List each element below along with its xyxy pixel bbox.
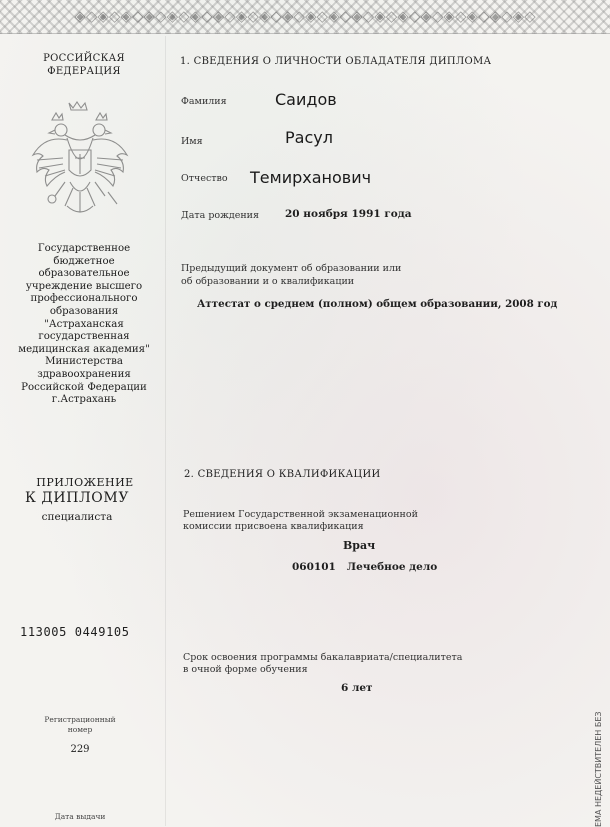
section1-title: 1. СВЕДЕНИЯ О ЛИЧНОСТИ ОБЛАДАТЕЛЯ ДИПЛОМА: [180, 56, 492, 67]
issuing-organization: Государственное бюджетное образовательное учреждение высшего профессионального образования "Астраханская государственная медицинская академия" Министерства здравоохранения Российской Федерации г.Астрахань: [18, 243, 150, 406]
issue-date-label: Дата выдачи: [54, 812, 106, 821]
birth-date-value: 20 ноября 1991 года: [285, 208, 412, 220]
appendix-heading-line3: специалиста: [41, 511, 113, 523]
column-divider: [165, 36, 166, 826]
study-term-label-2: в очной форме обучения: [183, 664, 308, 675]
study-term-value: 6 лет: [341, 682, 373, 694]
qualification-value: Врач: [343, 539, 376, 552]
previous-document-value: Аттестат о среднем (полном) общем образовании, 2008 год: [197, 298, 558, 310]
appendix-heading-line1: ПРИЛОЖЕНИЕ: [36, 476, 134, 489]
appendix-heading-line2: К ДИПЛОМУ: [24, 490, 130, 506]
study-term-label-1: Срок освоения программы бакалавриата/специалитета: [183, 652, 463, 663]
country-title: РОССИЙСКАЯ ФЕДЕРАЦИЯ: [43, 53, 125, 77]
registration-number-label: Регистрационный номер: [44, 715, 116, 734]
surname-value: Саидов: [275, 90, 337, 109]
name-value: Расул: [285, 128, 333, 147]
previous-document-label-1: Предыдущий документ об образовании или: [181, 263, 402, 274]
name-label: Имя: [181, 136, 203, 147]
coat-of-arms-emblem: [25, 100, 135, 225]
serial-number: 113005 0449105: [20, 625, 130, 639]
ornament-pattern: ◈◇◈◇◈◇◈◇◈◇◈◇◈◇◈◇◈◇◈◇◈◇◈◇◈◇◈◇◈◇◈◇◈◇◈◇◈◇◈◇: [74, 7, 536, 25]
side-validity-note: ЕМА НЕДЕЙСТВИТЕЛЕН БЕЗ: [594, 711, 603, 827]
ornamental-top-border: [0, 0, 610, 34]
qualification-decision-label-1: Решением Государственной экзаменационной: [183, 509, 418, 520]
section2-title: 2. СВЕДЕНИЯ О КВАЛИФИКАЦИИ: [184, 469, 381, 480]
patronymic-value: Темирханович: [250, 168, 372, 187]
registration-number: 229: [70, 744, 90, 755]
surname-label: Фамилия: [181, 96, 227, 107]
birth-date-label: Дата рождения: [181, 210, 259, 221]
previous-document-label-2: об образовании и о квалификации: [181, 276, 355, 287]
patronymic-label: Отчество: [181, 173, 228, 184]
specialty-value: 060101 Лечебное дело: [292, 561, 438, 573]
qualification-decision-label-2: комиссии присвоена квалификация: [183, 521, 364, 532]
